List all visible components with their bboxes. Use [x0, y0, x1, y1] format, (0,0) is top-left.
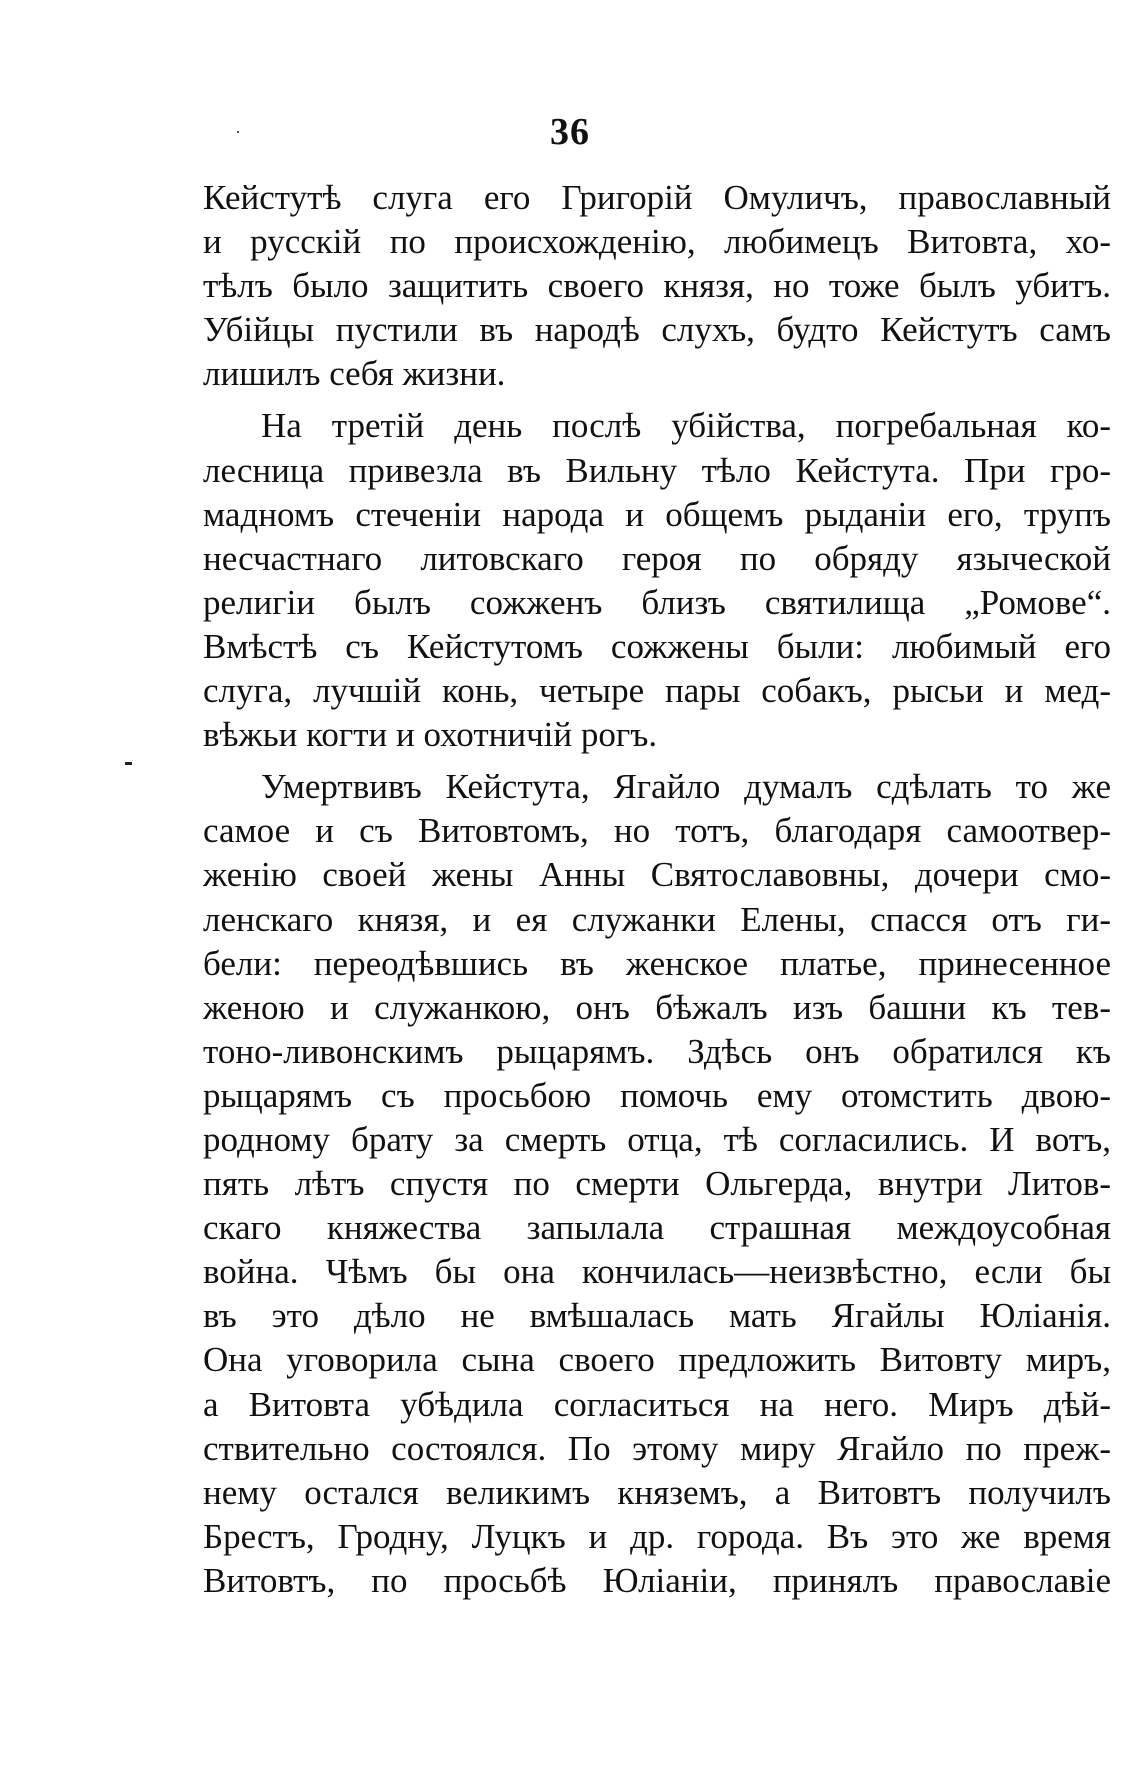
- stray-dash-mark: [125, 762, 132, 765]
- text-line: бели: переодѣвшись въ женское платье, принесенное: [203, 943, 1111, 983]
- text-line: женою и служанкою, онъ бѣжалъ изъ башни къ тев-: [203, 987, 1111, 1027]
- text-line: На третій день послѣ убійства, погребальная ко-: [261, 406, 1111, 446]
- text-line: а Витовта убѣдила согласиться на него. Миръ дѣй-: [203, 1384, 1111, 1424]
- text-line: женію своей жены Анны Святославовны, дочери смо-: [203, 855, 1111, 895]
- text-line: въ это дѣло не вмѣшалась мать Ягайлы Юліанія.: [203, 1296, 1111, 1336]
- text-line: вѣжьи когти и охотничій рогъ.: [203, 715, 658, 755]
- text-line: Кейстутѣ слуга его Григорій Омуличъ, православный: [203, 178, 1111, 217]
- paragraph: [203, 176, 1111, 396]
- text-line: религіи былъ сожженъ близъ святилища „Ромове“.: [203, 582, 1111, 622]
- text-line: Она уговорила сына своего предложить Витовту миръ,: [203, 1340, 1111, 1380]
- text-line: скаго княжества запылала страшная междоусобная: [203, 1208, 1111, 1248]
- text-line: и русскій по происхожденію, любимецъ Витовта, хо-: [203, 222, 1111, 262]
- text-line: самое и съ Витовтомъ, но тотъ, благодаря самоотвер-: [203, 811, 1111, 851]
- text-line: мадномъ стеченіи народа и общемъ рыданіи его, трупъ: [203, 494, 1111, 534]
- text-line: война. Чѣмъ бы она кончилась—неизвѣстно, если бы: [203, 1252, 1111, 1292]
- text-line: несчастнаго литовскаго героя по обряду языческой: [203, 538, 1111, 578]
- page-number: 36: [550, 111, 590, 153]
- text-line: Брестъ, Гродну, Луцкъ и др. города. Въ это же время: [203, 1516, 1111, 1556]
- text-line: Витовтъ, по просьбѣ Юліаніи, принялъ православіе: [203, 1560, 1111, 1600]
- text-line: тоно-ливонскимъ рыцарямъ. Здѣсь онъ обратился къ: [203, 1031, 1111, 1071]
- text-line: родному брату за смерть отца, тѣ согласились. И вотъ,: [203, 1119, 1111, 1159]
- text-line: ствительно состоялся. По этому миру Ягайло по преж-: [203, 1428, 1111, 1468]
- text-line: рыцарямъ съ просьбою помочь ему отомстить двою-: [203, 1075, 1111, 1115]
- text-line: слуга, лучшій конь, четыре пары собакъ, рысьи и мед-: [203, 671, 1111, 711]
- text-line: Вмѣстѣ съ Кейстутомъ сожжены были: любимый его: [203, 626, 1111, 666]
- text-line: ленскаго князя, и ея служанки Елены, спасся отъ ги-: [203, 899, 1111, 939]
- text-line: лесница привезла въ Вильну тѣло Кейстута. При гро-: [203, 450, 1111, 490]
- text-line: тѣлъ было защитить своего князя, но тоже былъ убитъ.: [203, 266, 1111, 306]
- paragraph: [203, 765, 1111, 1603]
- body-text: [203, 176, 1111, 1603]
- text-line: нему остался великимъ княземъ, а Витовтъ получилъ: [203, 1472, 1111, 1512]
- text-line: пять лѣтъ спустя по смерти Ольгерда, внутри Литов-: [203, 1164, 1111, 1204]
- text-line: Убійцы пустили въ народѣ слухъ, будто Кейстутъ самъ: [203, 310, 1111, 350]
- text-line: Умертвивъ Кейстута, Ягайло думалъ сдѣлать то же: [261, 767, 1111, 807]
- paragraph: [203, 404, 1111, 757]
- text-line: лишилъ себя жизни.: [203, 354, 506, 394]
